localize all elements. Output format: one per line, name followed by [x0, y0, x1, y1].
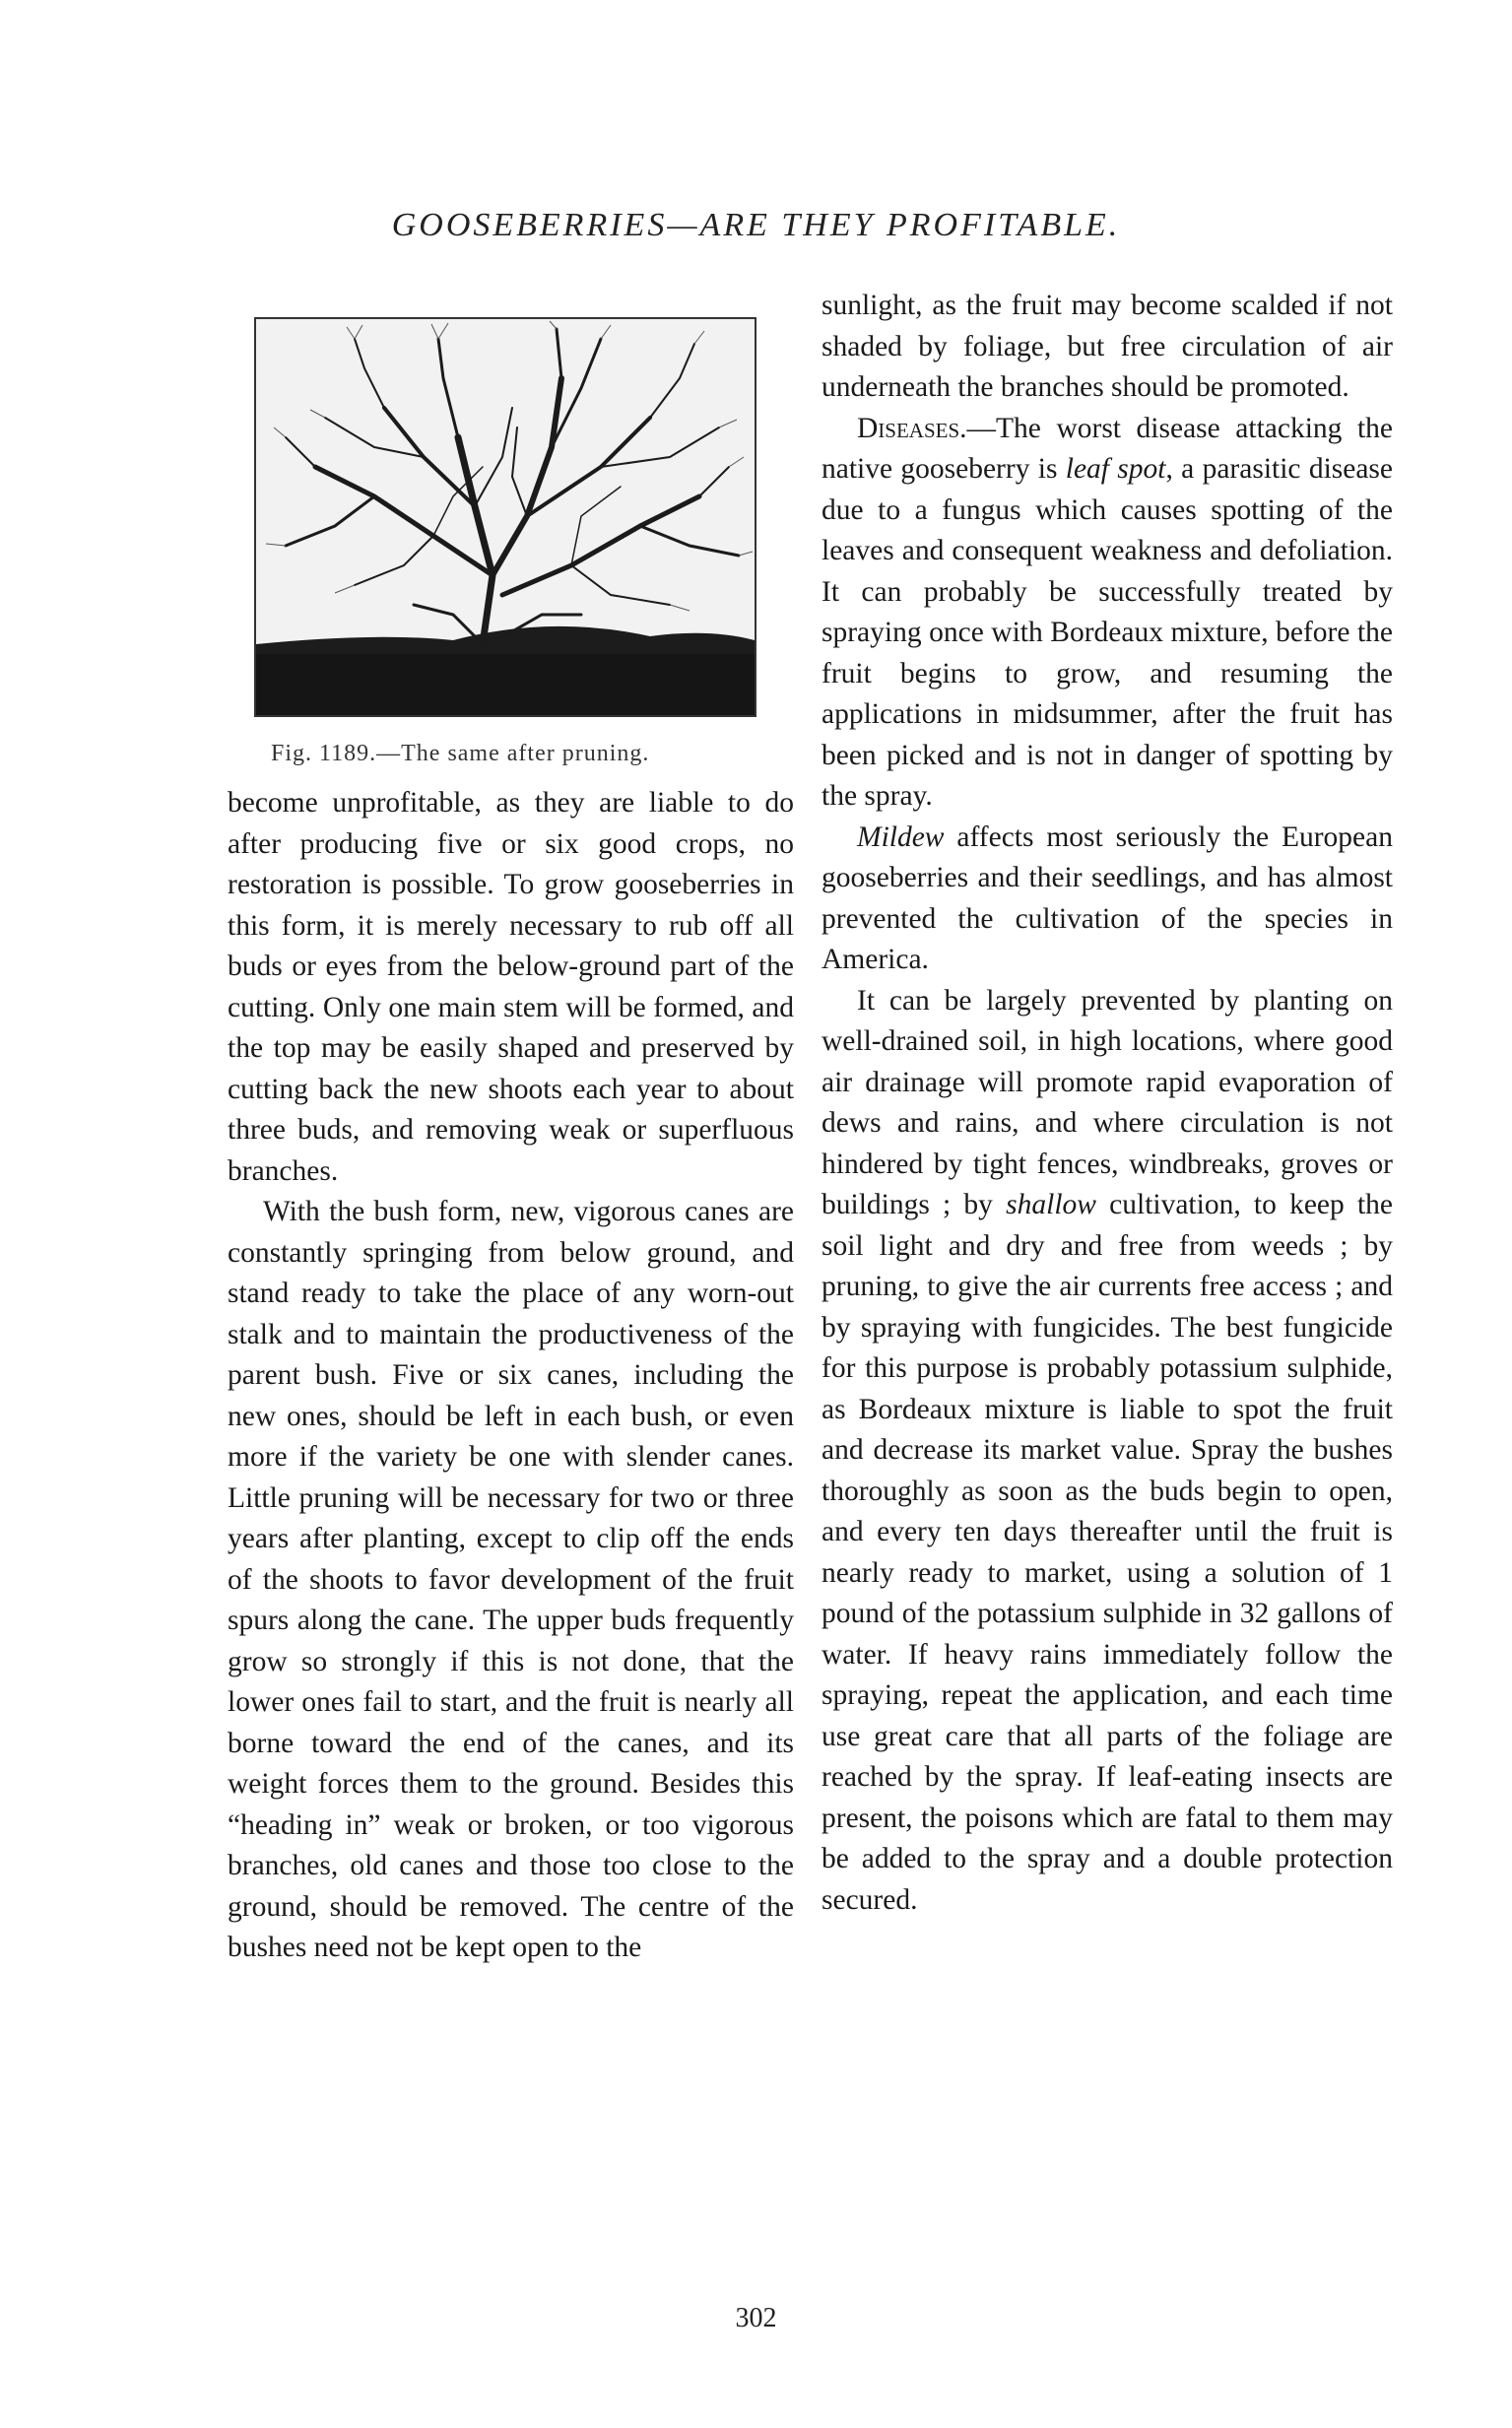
- running-head: GOOSEBERRIES—ARE THEY PROFITABLE.: [391, 207, 1121, 243]
- right-column: [822, 286, 1393, 1921]
- left-paragraph-2: With the bush form, new, vigorous canes are constantly springing from below ground, and stand ready to take the place of any worn-out stalk and to maintain the productiveness of the parent bush. Five or six canes, including the new ones, should be left in each bush, or even more if the variety be one with slender canes. Little pruning will be necessary for two or three years after planting, except to clip off the ends of the shoots to favor development of the fruit spurs along the cane. The upper buds frequently grow so strongly if this is not done, that the lower ones fail to start, and the fruit is nearly all borne toward the end of the canes, and its weight forces them to the ground. Besides this “heading in” weak or broken, or too vigorous branches, old canes and those too close to the ground, should be removed. The centre of the bushes need not be kept open to the: [228, 1196, 794, 1963]
- pruned-bush-illustration: [256, 319, 755, 715]
- left-column: [228, 783, 794, 1969]
- page-number: 302: [735, 2303, 777, 2333]
- left-paragraph-1: become unprofitable, as they are liable to do after producing five or six good crops, no restoration is possible. To grow gooseberries in this form, it is merely necessary to rub off all buds or eyes from the below-ground part of the cutting. Only one main stem will be formed, and the top may be easily shaped and preserved by cutting back the new shoots each year to about three buds, and removing weak or superfluous branches.: [228, 787, 794, 1187]
- right-paragraph-mildew: Mildew affects most seriously the European gooseberries and their seedlings, and has almost prevented the cultivation of the species in America.: [822, 820, 1393, 975]
- right-paragraph-prevention: It can be largely prevented by planting on well-drained soil, in high locations, where good air drainage will promote rapid evaporation of dews and rains, and where circulation is not hindered by tight fences, windbreaks, groves or buildings ; by shallow cultivation, to keep the soil light and dry and free from weeds ; by pruning, to give the air currents free access ; and by spraying with fungicides. The best fungicide for this purpose is probably potassium sulphide, as Bordeaux mixture is liable to spot the fruit and decrease its market value. Spray the bushes thoroughly as soon as the buds begin to open, and every ten days thereafter until the fruit is nearly ready to market, using a solution of 1 pound of the potassium sulphide in 32 gallons of water. If heavy rains immediately follow the spraying, repeat the application, and each time use great care that all parts of the foliage are reached by the spray. If leaf-eating insects are present, the poisons which are fatal to them may be added to the spray and a double protection secured.: [822, 984, 1393, 1916]
- section-heading-diseases: Diseases: [857, 412, 960, 444]
- right-paragraph-diseases: Diseases.—The worst disease attacking the native gooseberry is leaf spot, a parasitic disease due to a fungus which causes spotting of the leaves and consequent weakness and defoliation. It can probably be successfully treated by spraying once with Bordeaux mixture, before the fruit begins to grow, and resuming the applications in midsummer, after the fruit has been picked and is not in danger of spotting by the spray.: [822, 412, 1394, 812]
- figure-illustration: [254, 317, 756, 717]
- figure-caption: Fig. 1189.—The same after pruning.: [271, 741, 650, 766]
- term-shallow: shallow: [1006, 1189, 1096, 1220]
- right-paragraph-1: sunlight, as the fruit may become scalded if not shaded by foliage, but free circulation of air underneath the branches should be promoted.: [822, 290, 1393, 403]
- term-mildew: Mildew: [857, 820, 945, 853]
- term-leaf-spot: leaf spot: [1065, 453, 1166, 485]
